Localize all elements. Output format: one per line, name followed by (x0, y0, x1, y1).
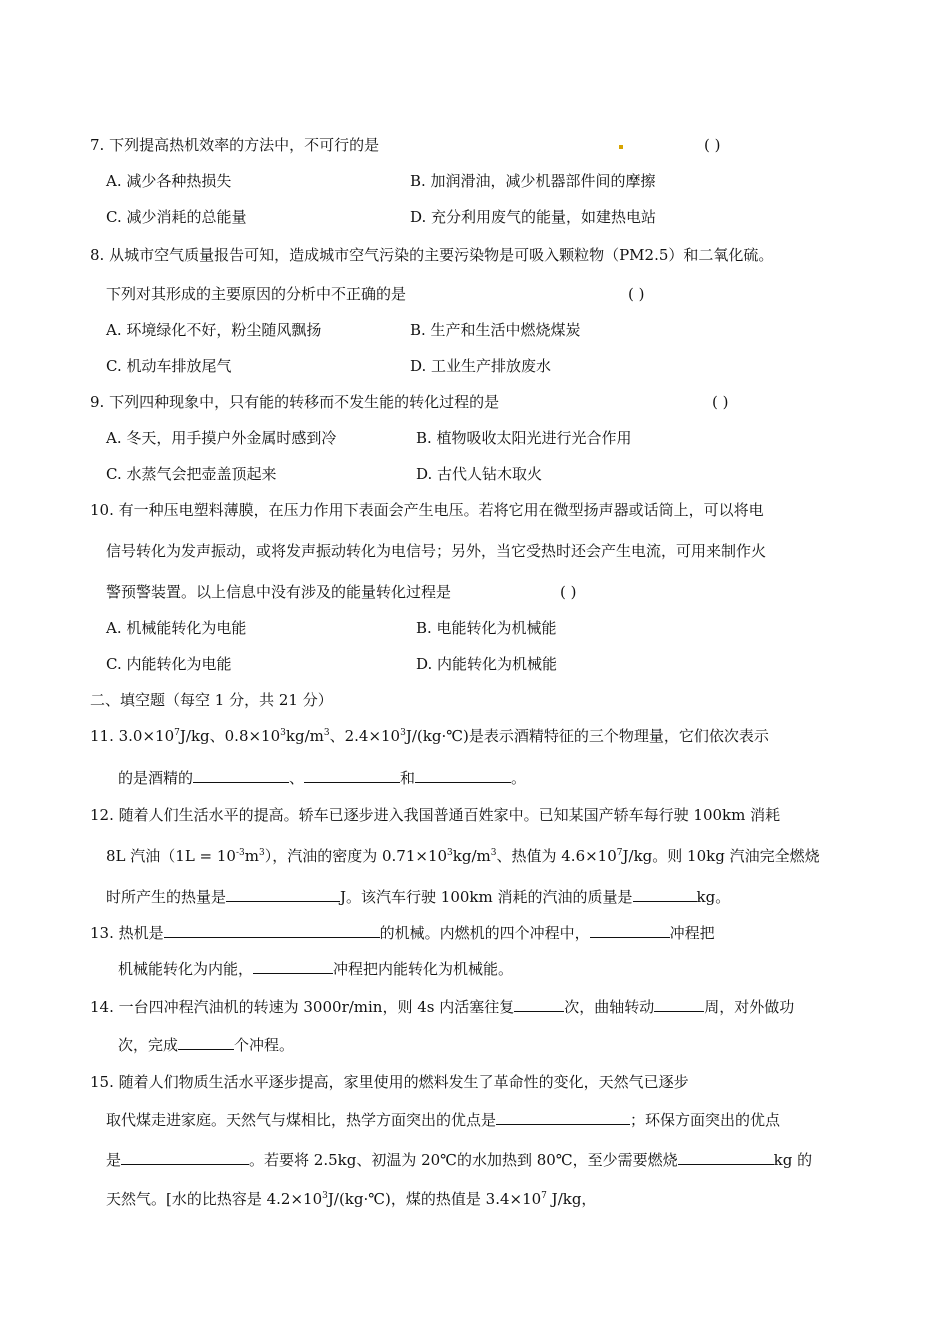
q8-answer-paren: ( ) (628, 285, 645, 303)
q9-answer-paren: ( ) (712, 393, 729, 411)
q10-answer-paren: ( ) (560, 583, 577, 601)
q13-blank-stroke-1[interactable] (590, 922, 670, 938)
q7-option-a: A. 减少各种热损失 (106, 172, 232, 190)
q14-line-1: 14. 一台四冲程汽油机的转速为 3000r/min，则 4s 内活塞往复 次，曲轴转动 周，对外做功 (90, 998, 795, 1016)
q14-blank-reciprocations[interactable] (514, 996, 564, 1012)
q11-line-2: 的是酒精的 、 和 。 (118, 769, 527, 787)
q15-blank-thermal-advantage[interactable] (496, 1109, 630, 1125)
q15-line-2: 取代煤走进家庭。天然气与煤相比，热学方面突出的优点是 ；环保方面突出的优点 (106, 1111, 781, 1129)
q14-blank-strokes[interactable] (178, 1034, 234, 1050)
q11-blank-1[interactable] (193, 767, 289, 783)
q12-blank-mass[interactable] (633, 886, 697, 902)
q10-line-2: 信号转化为发声振动，或将发声振动转化为电信号；另外，当它受热时还会产生电流，可用来制作火 (106, 542, 767, 560)
q7-option-c: C. 减少消耗的总能量 (106, 208, 247, 226)
q10-line-1: 10. 有一种压电塑料薄膜，在压力作用下表面会产生电压。若将它用在微型扬声器或话筒上，可以将电 (90, 501, 764, 519)
q14-blank-rotations[interactable] (654, 996, 704, 1012)
q8-line-2: 下列对其形成的主要原因的分析中不正确的是 (106, 285, 407, 303)
q10-option-c: C. 内能转化为电能 (106, 655, 232, 673)
q12-blank-heat[interactable] (226, 886, 340, 902)
q13-blank-stroke-2[interactable] (253, 958, 333, 974)
q15-blank-environmental-advantage[interactable] (121, 1149, 249, 1165)
q11-blank-2[interactable] (304, 767, 400, 783)
q10-line-3: 警预警装置。以上信息中没有涉及的能量转化过程是 (106, 583, 452, 601)
q7-option-b: B. 加润滑油，减少机器部件间的摩擦 (410, 172, 656, 190)
q9-option-a: A. 冬天，用手摸户外金属时感到冷 (106, 429, 337, 447)
q8-option-b: B. 生产和生活中燃烧煤炭 (410, 321, 581, 339)
section-heading-fill-in: 二、填空题（每空 1 分，共 21 分） (90, 691, 333, 709)
q7-answer-paren: ( ) (704, 136, 721, 154)
q13-line-1: 13. 热机是 的机械。内燃机的四个冲程中， 冲程把 (90, 924, 715, 942)
q8-option-d: D. 工业生产排放废水 (410, 357, 552, 375)
q9-option-c: C. 水蒸气会把壶盖顶起来 (106, 465, 277, 483)
q8-line-1: 8. 从城市空气质量报告可知，造成城市空气污染的主要污染物是可吸入颗粒物（PM2.5）和二氧化硫。 (90, 246, 774, 264)
q13-blank-definition[interactable] (164, 922, 380, 938)
q15-line-1: 15. 随着人们物质生活水平逐步提高，家里使用的燃料发生了革命性的变化，天然气已逐步 (90, 1073, 689, 1091)
q9-option-b: B. 植物吸收太阳光进行光合作用 (416, 429, 632, 447)
q8-option-c: C. 机动车排放尾气 (106, 357, 232, 375)
q11-blank-3[interactable] (415, 767, 511, 783)
q11-line-1: 11. $3.0\times 10^7J/kg$、$0.8\times 10^3kg/m^3$、$2.4\times 10^3J/(kg\cdot℃)$是表示酒精特征的三个物理量，它们依次表示 (90, 727, 769, 745)
q9-option-d: D. 古代人钻木取火 (416, 465, 543, 483)
q13-line-2: 机械能转化为内能， 冲程把内能转化为机械能。 (118, 960, 514, 978)
q10-option-b: B. 电能转化为机械能 (416, 619, 557, 637)
q7-stem: 7. 下列提高热机效率的方法中，不可行的是 (90, 136, 380, 154)
q7-option-d: D. 充分利用废气的能量，如建热电站 (410, 208, 657, 226)
q10-option-a: A. 机械能转化为电能 (106, 619, 247, 637)
q12-line-3: 时所产生的热量是 J。该汽车行驶 100km 消耗的汽油的质量是 kg。 (106, 888, 731, 906)
q15-blank-gas-mass[interactable] (678, 1149, 774, 1165)
q9-stem: 9. 下列四种现象中，只有能的转移而不发生能的转化过程的是 (90, 393, 500, 411)
q12-line-1: 12. 随着人们生活水平的提高。轿车已逐步进入我国普通百姓家中。已知某国产轿车每行驶 100km 消耗 (90, 806, 781, 824)
q8-option-a: A. 环境绿化不好，粉尘随风飘扬 (106, 321, 322, 339)
q15-line-4: 天然气。[水的比热容是 $4.2\times 10^3J/(kg\cdot℃)$，煤的热值是 $3.4\times 10^7$ J/kg， (106, 1190, 597, 1208)
marker-dot (619, 145, 623, 149)
q15-line-3: 是 。若要将 2.5kg、初温为 20℃的水加热到 80℃，至少需要燃烧 kg 的 (106, 1151, 813, 1169)
q12-line-2: 8L 汽油$(1L = 10^{-3}m^3)$，汽油的密度为 $0.71\times 10^3kg/m^3$、热值为 $4.6\times 10^7J/kg$。则 10kg 汽油完全燃烧 (106, 847, 820, 865)
q10-option-d: D. 内能转化为机械能 (416, 655, 558, 673)
q14-line-2: 次，完成 个冲程。 (118, 1036, 295, 1054)
